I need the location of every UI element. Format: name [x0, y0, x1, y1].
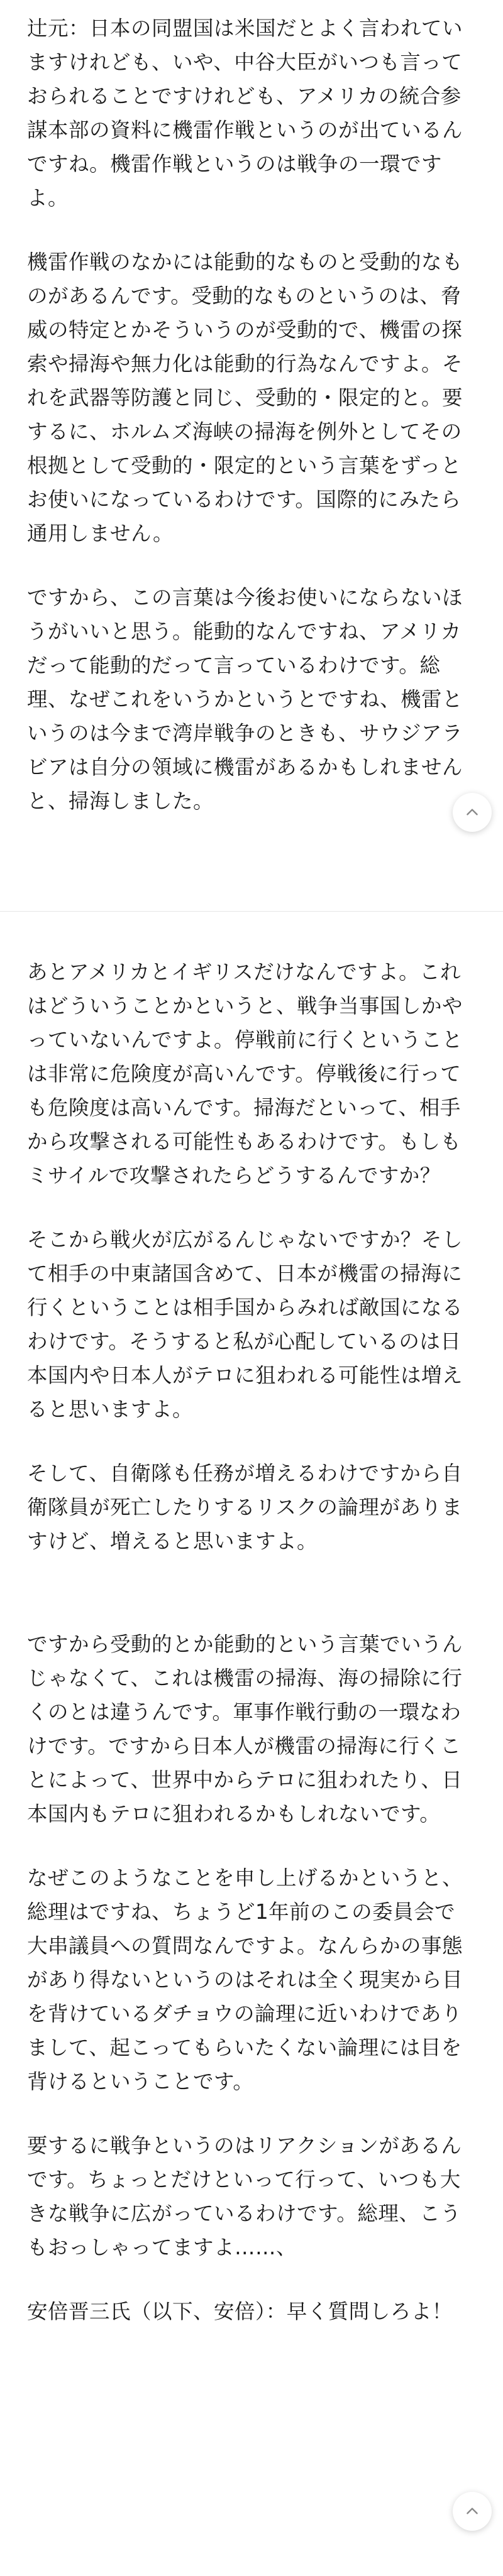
paragraph-4: あとアメリカとイギリスだけなんですよ。これはどういうことかというと、戦争当事国しかやっていないんですよ。停戦前に行くということは非常に危険度が高いんです。停戦後に行っても危険度は高いんです。掃海だといって、相手から攻撃される可能性もあるわけです。もしもミサイルで攻撃されたらどうするんですか？ [27, 960, 463, 1187]
chevron-up-icon [464, 804, 480, 821]
paragraph-2: 機雷作戦のなかには能動的なものと受動的なものがあるんです。受動的なものというのは、脅威の特定とかそういうのが受動的で、機雷の探索や掃海や無力化は能動的行為なんですよ。それを武器等防護と同じ、受動的・限定的と。要するに、ホルムズ海峡の掃海を例外としてその根拠として受動的・限定的という言葉をずっとお使いになっているわけです。国際的にみたら通用しません。 [27, 250, 463, 545]
paragraph-1: 辻元：日本の同盟国は米国だとよく言われていますけれども、いや、中谷大臣がいつも言っておられることですけれども、アメリカの統合参謀本部の資料に機雷作戦というのが出ているんですね。機雷作戦というのは戦争の一環ですよ。 [27, 16, 463, 210]
article-section-2 [27, 955, 476, 2328]
paragraph-6: そして、自衛隊も任務が増えるわけですから自衛隊員が死亡したりするリスクの論理がありますけど、増えると思いますよ。 [27, 1461, 463, 1553]
paragraph-10: 安倍晋三氏（以下、安倍）：早く質問しろよ！ [27, 2300, 453, 2323]
chevron-up-icon [464, 2503, 480, 2519]
paragraph-8: なぜこのようなことを申し上げるかというと、総理はですね、ちょうど1年前のこの委員会で大串議員への質問なんですよ。なんらかの事態があり得ないというのはそれは全く現実から目を背けているダチョウの論理に近いわけでありまして、起こってもらいたくない論理には目を背けるということです。 [27, 1866, 463, 2093]
scroll-to-top-button[interactable] [453, 793, 492, 832]
section-divider [0, 911, 503, 912]
paragraph-5: そこから戦火が広がるんじゃないですか？そして相手の中東諸国含めて、日本が機雷の掃海に行くということは相手国からみれば敵国になるわけです。そうすると私が心配しているのは日本国内や日本人がテロに狙われる可能性は増えると思いますよ。 [27, 1228, 463, 1421]
paragraph-3: ですから、この言葉は今後お使いにならないほうがいいと思う。能動的なんですね、アメリカだって能動的だって言っているわけです。総理、なぜこれをいうかというとですね、機雷というのは今まで湾岸戦争のときも、サウジアラビアは自分の領域に機雷があるかもしれませんと、掃海しました。 [27, 586, 463, 813]
paragraph-7: ですから受動的とか能動的という言葉でいうんじゃなくて、これは機雷の掃海、海の掃除に行くのとは違うんです。軍事作戦行動の一環なわけです。ですから日本人が機雷の掃海に行くことによって、世界中からテロに狙われたり、日本国内もテロに狙われるかもしれないです。 [27, 1632, 463, 1826]
article-section-1 [27, 11, 476, 818]
scroll-to-top-button-2[interactable] [453, 2492, 492, 2531]
paragraph-9: 要するに戦争というのはリアクションがあるんです。ちょっとだけといって行って、いつも大きな戦争に広がっているわけです。総理、こうもおっしゃってますよ……、 [27, 2134, 462, 2259]
